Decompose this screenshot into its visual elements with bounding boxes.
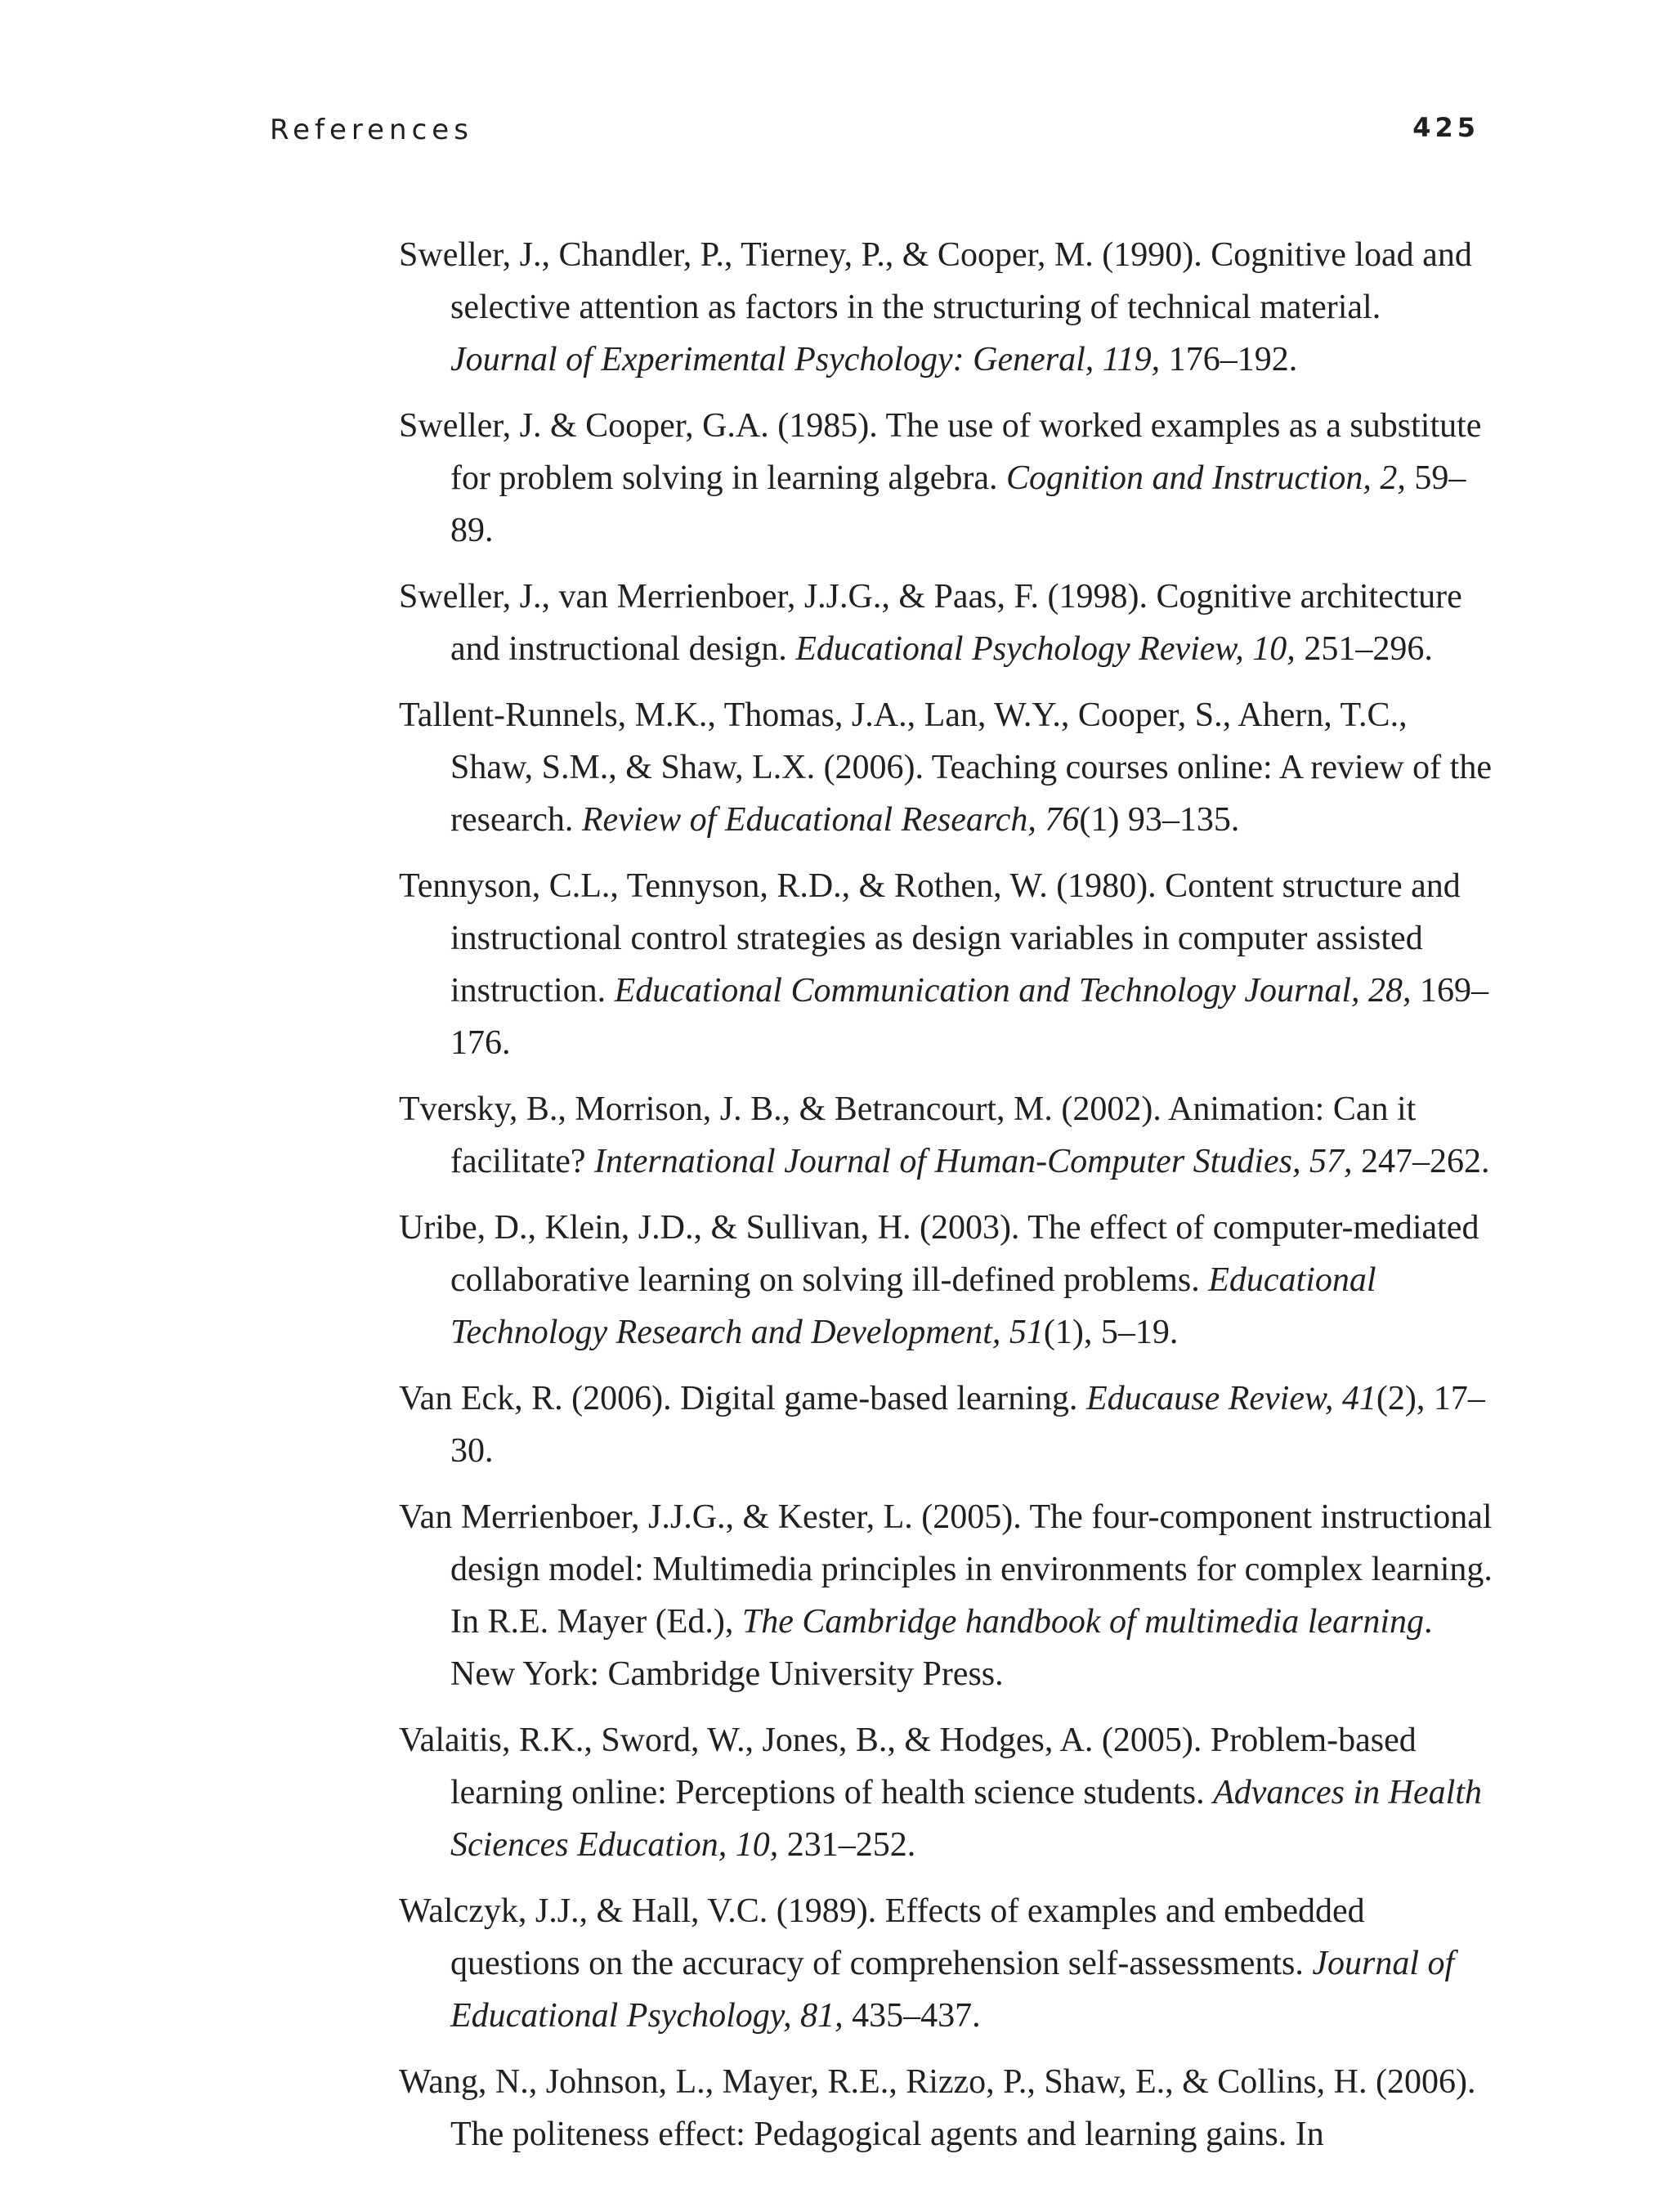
reference-source-title: Educational Communication and Technology Journal, 28, bbox=[614, 972, 1412, 1010]
reference-text-end: . New York: Cambridge University Press. bbox=[450, 1603, 1433, 1693]
reference-entry bbox=[399, 229, 1494, 386]
reference-source-title: Journal of Educational Psychology, 81, bbox=[450, 1945, 1455, 2035]
reference-entry bbox=[399, 860, 1494, 1069]
reference-entry bbox=[399, 1714, 1494, 1871]
reference-text: Tennyson, C.L., Tennyson, R.D., & Rothen, W. (1980). Content structure and instructional control strategies as design variables in computer assisted instruction. bbox=[399, 867, 1461, 1010]
reference-text: Tallent-Runnels, M.K., Thomas, J.A., Lan, W.Y., Cooper, S., Ahern, T.C., Shaw, S.M., & Shaw, L.X. (2006). Teaching courses online: A review of the research. bbox=[399, 696, 1492, 839]
reference-text: Uribe, D., Klein, J.D., & Sullivan, H. (2003). The effect of computer-mediated collaborative learning on solving ill-defined problems. bbox=[399, 1209, 1479, 1299]
reference-text: Sweller, J. & Cooper, G.A. (1985). The use of worked examples as a substitute for problem solving in learning algebra. bbox=[399, 407, 1482, 497]
reference-text-end: 231–252. bbox=[778, 1826, 916, 1864]
reference-text: Van Merrienboer, J.J.G., & Kester, L. (2005). The four-component instructional design model: Multimedia principles in environments for complex learning. In R.E. Mayer (Ed.), bbox=[399, 1498, 1493, 1641]
reference-text-end: 169–176. bbox=[450, 972, 1489, 1062]
reference-text-end: (1) 93–135. bbox=[1079, 801, 1240, 839]
reference-text: Sweller, J., Chandler, P., Tierney, P., & Cooper, M. (1990). Cognitive load and selective attention as factors in the structuring of technical material. bbox=[399, 236, 1472, 326]
reference-source-title: Advances in Health Sciences Education, 10, bbox=[450, 1774, 1482, 1864]
reference-entry bbox=[399, 689, 1494, 846]
reference-source-title: Cognition and Instruction, 2, bbox=[1005, 459, 1406, 497]
reference-text-end: (1), 5–19. bbox=[1043, 1314, 1179, 1351]
reference-text-end: 251–296. bbox=[1295, 630, 1433, 668]
running-head: References bbox=[270, 114, 473, 146]
reference-text-end: 176–192. bbox=[1160, 341, 1298, 378]
reference-entry bbox=[399, 1083, 1494, 1188]
reference-entry bbox=[399, 1491, 1494, 1700]
reference-entry bbox=[399, 1372, 1494, 1477]
reference-entry bbox=[399, 2056, 1494, 2161]
page-number: 425 bbox=[1412, 112, 1479, 143]
reference-text: Sweller, J., van Merrienboer, J.J.G., & Paas, F. (1998). Cognitive architecture and instructional design. bbox=[399, 578, 1462, 668]
reference-entry bbox=[399, 1885, 1494, 2042]
reference-source-title: International Journal of Human-Computer Studies, 57, bbox=[594, 1143, 1353, 1180]
reference-text: Walczyk, J.J., & Hall, V.C. (1989). Effects of examples and embedded questions on the accuracy of comprehension self-assessments. bbox=[399, 1892, 1365, 1982]
reference-text: Tversky, B., Morrison, J. B., & Betrancourt, M. (2002). Animation: Can it facilitate? bbox=[399, 1090, 1417, 1180]
reference-text: Van Eck, R. (2006). Digital game-based learning. bbox=[399, 1380, 1086, 1417]
reference-entry bbox=[399, 1202, 1494, 1359]
reference-source-title: Educational Technology Research and Development, 51 bbox=[450, 1261, 1376, 1351]
reference-source-title: Educational Psychology Review, 10, bbox=[795, 630, 1296, 668]
reference-entry bbox=[399, 400, 1494, 557]
reference-source-title: Review of Educational Research, 76 bbox=[581, 801, 1080, 839]
reference-source-title: The Cambridge handbook of multimedia learning bbox=[741, 1603, 1425, 1641]
reference-text-end: 59–89. bbox=[450, 459, 1466, 549]
reference-text: Wang, N., Johnson, L., Mayer, R.E., Rizzo, P., Shaw, E., & Collins, H. (2006). The politeness effect: Pedagogical agents and learning gains. In bbox=[399, 2063, 1476, 2153]
reference-text-end: (2), 17–30. bbox=[450, 1380, 1485, 1470]
reference-text-end: 435–437. bbox=[843, 1997, 981, 2035]
reference-text-end: 247–262. bbox=[1352, 1143, 1490, 1180]
reference-source-title: Journal of Experimental Psychology: General, 119, bbox=[450, 341, 1161, 378]
reference-entry bbox=[399, 571, 1494, 675]
reference-source-title: Educause Review, 41 bbox=[1085, 1380, 1376, 1417]
reference-text: Valaitis, R.K., Sword, W., Jones, B., & Hodges, A. (2005). Problem-based learning online: Perceptions of health science students. bbox=[399, 1722, 1417, 1811]
reference-list bbox=[399, 229, 1494, 2174]
